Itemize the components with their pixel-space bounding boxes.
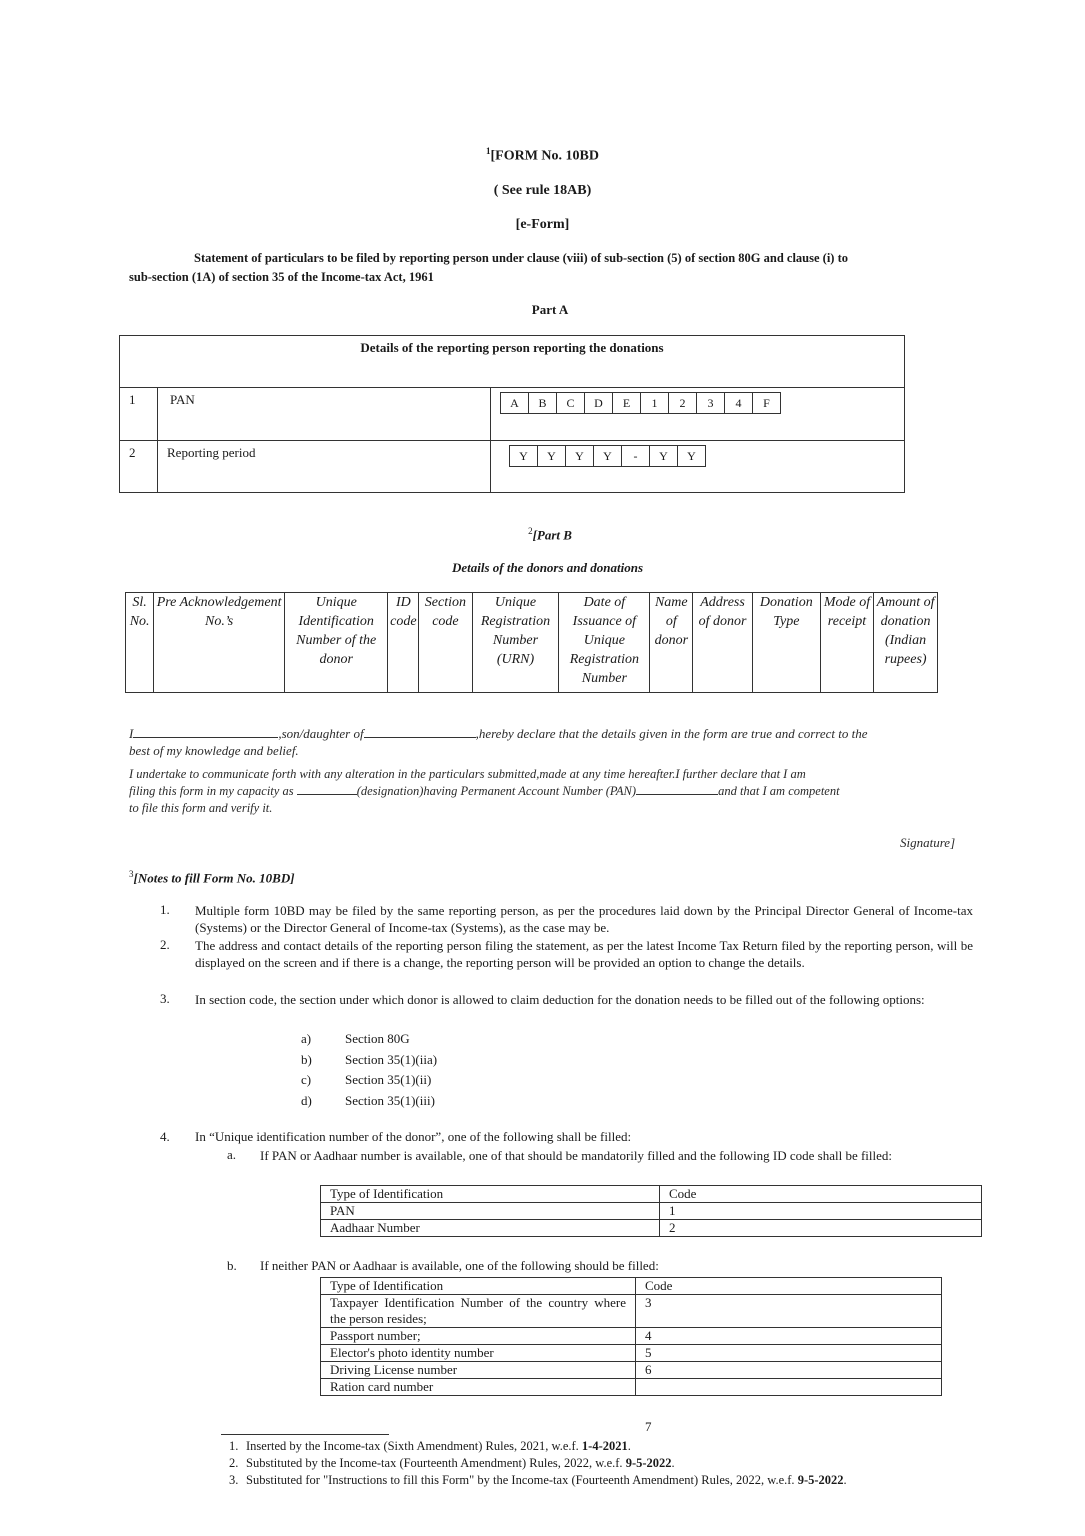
id-code-cell: 3 <box>636 1295 942 1328</box>
period-char-box: Y <box>678 445 706 467</box>
footnote-3 <box>229 1472 847 1489</box>
pan-char-box: E <box>613 392 641 414</box>
footnote-number: 3. <box>229 1473 239 1487</box>
part-a-heading: Part A <box>531 302 569 317</box>
footnote-end: . <box>671 1456 675 1470</box>
note-number: 1. <box>160 902 170 917</box>
section-option <box>301 1029 437 1050</box>
pan-char-box: 4 <box>725 392 753 414</box>
table-row <box>321 1220 982 1237</box>
note-number: 2. <box>160 937 170 952</box>
footnote-divider <box>221 1434 389 1435</box>
declaration-hereby: ,hereby declare that the details given in the form are true and correct to the <box>475 726 868 741</box>
option-text: Section 80G <box>345 1031 410 1046</box>
period-char-box: Y <box>566 445 594 467</box>
form-title <box>0 146 1085 165</box>
table-header-code: Code <box>636 1278 942 1295</box>
statement-line-2: sub-section (1A) of section 35 of the Income-tax Act, 1961 <box>129 270 434 284</box>
footnote-end: . <box>843 1473 847 1487</box>
pan-char-box: 1 <box>641 392 669 414</box>
period-char-box: Y <box>594 445 622 467</box>
note-number: 4. <box>160 1129 170 1144</box>
option-letter: b) <box>301 1051 312 1067</box>
id-type-cell: PAN <box>321 1203 660 1220</box>
pan-boxes <box>500 392 781 414</box>
footnote-number: 2. <box>229 1456 239 1470</box>
footnote-text: Substituted for "Instructions to fill this Form" by the Income-tax (Fourteenth Amendment) Rules, 2022, w.e.f. <box>246 1473 798 1487</box>
id-code-cell: 1 <box>660 1203 982 1220</box>
option-letter: d) <box>301 1092 312 1108</box>
name-blank[interactable] <box>133 737 278 738</box>
id-type-cell: Elector's photo identity number <box>321 1345 636 1362</box>
pan-field[interactable] <box>491 388 905 441</box>
competent-text: and that I am competent <box>718 784 840 798</box>
id-type-cell: Aadhaar Number <box>321 1220 660 1237</box>
col-header-donor-address: Address of donor <box>693 593 753 693</box>
pan-blank[interactable] <box>636 794 718 795</box>
notes-heading <box>129 869 295 886</box>
section-options-list <box>301 1029 437 1111</box>
capacity-text: filing this form in my capacity as <box>129 784 294 798</box>
table-header-type: Type of Identification <box>321 1278 636 1295</box>
sub-letter: b. <box>227 1258 237 1273</box>
note-text: The address and contact details of the reporting person filing the statement, as per the latest Income Tax Return filed by the reporting person, will be displayed on the screen and if there is a change, the reporting person will be provided an option to change the details. <box>195 938 973 970</box>
note-text: In “Unique identification number of the donor”, one of the following shall be filled: <box>195 1129 632 1144</box>
reporting-period-field[interactable] <box>491 441 905 493</box>
footnote-1 <box>229 1438 631 1455</box>
note-text: Multiple form 10BD may be filed by the same reporting person, as per the procedures laid down by the Principal Director General of Income-tax (Systems) or the Director General of Income-tax (Systems), as the case may be. <box>195 903 973 935</box>
col-header-amount: Amount of donation (Indian rupees) <box>874 593 938 693</box>
col-header-section-code: Section code <box>419 593 472 693</box>
period-char-box: Y <box>650 445 678 467</box>
id-code-cell: 2 <box>660 1220 982 1237</box>
row-number: 2 <box>120 441 158 493</box>
part-b-heading <box>0 526 1085 543</box>
id-code-cell: 4 <box>636 1328 942 1345</box>
col-header-id-code: ID code <box>388 593 419 693</box>
table-row <box>321 1345 942 1362</box>
signature-label: Signature] <box>900 835 956 850</box>
pan-char-box: A <box>500 392 529 414</box>
id-type-cell: Ration card number <box>321 1379 636 1396</box>
id-code-cell: 5 <box>636 1345 942 1362</box>
table-header-code: Code <box>660 1186 982 1203</box>
id-type-cell: Taxpayer Identification Number of the country where the person resides; <box>321 1295 636 1328</box>
footnote-text: Substituted by the Income-tax (Fourteenth Amendment) Rules, 2022, w.e.f. <box>246 1456 626 1470</box>
col-header-pre-ack: Pre Acknowledgement No.’s <box>154 593 285 693</box>
option-letter: a) <box>301 1031 312 1046</box>
undertaking-line-3: to file this form and verify it. <box>129 801 273 815</box>
part-a-table <box>119 335 905 493</box>
page-number: 7 <box>645 1419 652 1434</box>
option-text: Section 35(1)(iii) <box>345 1092 435 1108</box>
section-option <box>301 1050 437 1071</box>
id-code-table-b <box>320 1277 942 1396</box>
pan-char-box: B <box>529 392 557 414</box>
reporting-period-boxes <box>509 445 706 467</box>
designation-blank[interactable] <box>297 794 357 795</box>
footnote-date: 9-5-2022 <box>625 1456 672 1470</box>
footnote-ref-1: 1 <box>486 146 491 156</box>
id-code-cell: 6 <box>636 1362 942 1379</box>
pan-char-box: C <box>557 392 585 414</box>
part-a-table-title: Details of the reporting person reporting the donations <box>120 336 905 388</box>
table-row <box>321 1379 942 1396</box>
pan-char-box: 2 <box>669 392 697 414</box>
table-row <box>321 1328 942 1345</box>
col-header-uin: Unique Identification Number of the donor <box>284 593 388 693</box>
col-header-urn-date: Date of Issuance of Unique Registration Number <box>559 593 650 693</box>
footnote-end: . <box>627 1439 631 1453</box>
sub-text: If PAN or Aadhaar number is available, one of that should be mandatorily filled and the following ID code shall be filled: <box>260 1148 893 1163</box>
parent-name-blank[interactable] <box>364 737 476 738</box>
table-row <box>321 1203 982 1220</box>
col-header-donation-type: Donation Type <box>752 593 820 693</box>
id-code-table-a <box>320 1185 982 1237</box>
id-type-cell: Driving License number <box>321 1362 636 1379</box>
table-row <box>321 1295 942 1328</box>
note-text: In section code, the section under which donor is allowed to claim deduction for the donation needs to be filled out of the following options: <box>195 992 925 1007</box>
table-header-type: Type of Identification <box>321 1186 660 1203</box>
footnote-2 <box>229 1455 675 1472</box>
statement-line-1: Statement of particulars to be filed by reporting person under clause (viii) of sub-section (5) of section 80G and clause (i) to <box>194 251 849 265</box>
period-char-box: - <box>622 445 650 467</box>
id-code-cell <box>636 1379 942 1396</box>
col-header-mode-of-receipt: Mode of receipt <box>820 593 873 693</box>
pan-char-box: D <box>585 392 613 414</box>
period-char-box: Y <box>509 445 538 467</box>
col-header-sl-no: Sl. No. <box>126 593 154 693</box>
note-number: 3. <box>160 991 170 1006</box>
section-option <box>301 1091 437 1112</box>
part-b-heading-text: [Part B <box>532 527 572 543</box>
pan-char-box: 3 <box>697 392 725 414</box>
declaration-line-1 <box>129 726 868 742</box>
donors-table <box>125 592 938 693</box>
reporting-period-label: Reporting period <box>158 441 491 493</box>
notes-heading-text: [Notes to fill Form No. 10BD] <box>133 870 295 886</box>
declaration-son-daughter: ,son/daughter of <box>278 726 364 741</box>
pan-char-box: F <box>753 392 781 414</box>
period-char-box: Y <box>538 445 566 467</box>
table-row <box>321 1362 942 1379</box>
pan-label: PAN <box>158 388 491 441</box>
id-type-cell: Passport number; <box>321 1328 636 1345</box>
row-number: 1 <box>120 388 158 441</box>
sub-letter: a. <box>227 1147 237 1162</box>
footnote-date: 9-5-2022 <box>797 1473 844 1487</box>
part-b-subheading: Details of the donors and donations <box>451 560 644 575</box>
option-text: Section 35(1)(ii) <box>345 1072 432 1087</box>
footnote-text: Inserted by the Income-tax (Sixth Amendment) Rules, 2021, w.e.f. <box>246 1439 582 1453</box>
option-text: Section 35(1)(iia) <box>345 1051 438 1067</box>
eform-label: [e-Form] <box>515 217 570 232</box>
section-option <box>301 1070 437 1091</box>
declaration-i: I <box>129 726 134 741</box>
designation-text: (designation)having Permanent Account Number (PAN) <box>356 784 637 798</box>
footnote-date: 1-4-2021 <box>581 1439 628 1453</box>
footnote-number: 1. <box>229 1439 239 1453</box>
col-header-urn: Unique Registration Number (URN) <box>472 593 559 693</box>
sub-text: If neither PAN or Aadhaar is available, one of the following should be filled: <box>260 1258 659 1273</box>
rule-reference: ( See rule 18AB) <box>493 183 592 198</box>
footnote-ref-3: 3 <box>129 869 134 879</box>
col-header-donor-name: Name of donor <box>650 593 693 693</box>
footnote-ref-2: 2 <box>528 526 533 536</box>
declaration-line-2: best of my knowledge and belief. <box>129 743 299 758</box>
undertaking-line-1: I undertake to communicate forth with any alteration in the particulars submitted,made at any time hereafter.I further declare that I am <box>129 767 806 781</box>
form-number: [FORM No. 10BD <box>490 148 599 164</box>
undertaking-line-2 <box>129 784 840 799</box>
option-letter: c) <box>301 1072 312 1087</box>
